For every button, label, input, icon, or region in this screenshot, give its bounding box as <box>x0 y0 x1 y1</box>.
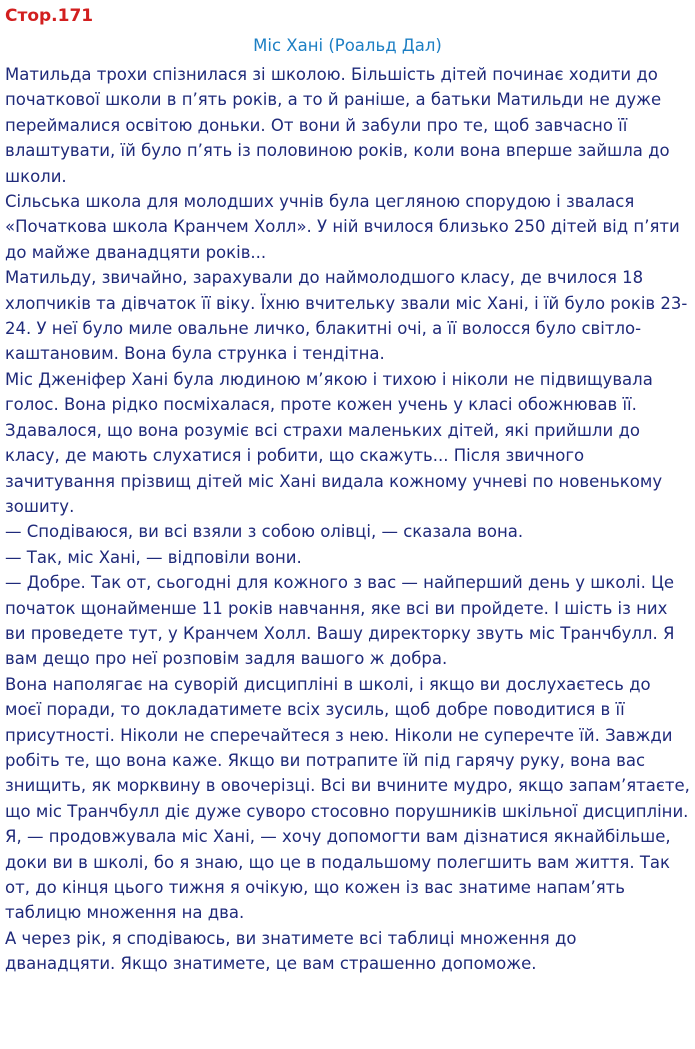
paragraph: Матильда трохи спізнилася зі школою. Більшість дітей починає ходити до початкової школи в п’ять років, а то й раніше, а батьки Матильди не дуже переймалися освітою доньки. От вони й забули про те, щоб завчасно її влаштувати, їй було п’ять із половиною років, коли вона вперше зайшла до школи. <box>5 65 670 186</box>
paragraph: Сільська школа для молодших учнів була цегляною спорудою і звалася «Початкова школа Кранчем Холл». У ній вчилося близько 250 дітей від п’яти до майже дванадцяти років... <box>5 192 680 262</box>
page-label: Стор.171 <box>5 6 94 26</box>
dialogue-line: — Так, міс Хані, — відповіли вони. <box>5 547 302 567</box>
paragraph: Вона наполягає на суворій дисципліні в школі, і якщо ви дослухаєтесь до моєї поради, то докладатимете всіх зусиль, щоб добре поводитися в її присутності. Ніколи не сперечайтеся з нею. Ніколи не суперечте їй. Завжди робіть те, що вона каже. Якщо ви потрапите їй під гарячу руку, вона вас знищить, як морквину в овочерізці. Всі ви вчините мудро, якщо запам’ятаєте, що міс Транчбулл діє дуже суворо стосовно порушників шкільної дисципліни. Я, — продовжувала міс Хані, — хочу допомогти вам дізнатися якнайбільше, доки ви в школі, бо я знаю, що це в подальшому полегшить вам життя. Так от, до кінця цього тижня я очікую, що кожен із вас знатиме напам’ять таблицю множення на два. <box>5 674 690 923</box>
story-text <box>5 62 691 977</box>
page-title: Міс Хані (Роальд Дал) <box>253 36 442 55</box>
paragraph: Матильду, звичайно, зарахували до наймолодшого класу, де вчилося 18 хлопчиків та дівчаток її віку. Їхню вчительку звали міс Хані, і їй було років 23-24. У неї було миле овальне личко, блакитні очі, а її волосся було світло-каштановим. Вона була струнка і тендітна. <box>5 268 688 364</box>
paragraph: А через рік, я сподіваюсь, ви знатимете всі таблиці множення до дванадцяти. Якщо знатимете, це вам страшенно допоможе. <box>5 928 577 974</box>
dialogue-line: — Добре. Так от, сьогодні для кожного з вас — найперший день у школі. Це початок щонайменше 11 років навчання, яке всі ви пройдете. І шість із них ви проведете тут, у Кранчем Холл. Вашу директорку звуть міс Транчбулл. Я вам дещо про неї розповім задля вашого ж добра. <box>5 573 675 669</box>
dialogue-line: — Сподіваюся, ви всі взяли з собою олівці, — сказала вона. <box>5 522 524 542</box>
paragraph: Міс Дженіфер Хані була людиною м’якою і тихою і ніколи не підвищувала голос. Вона рідко посміхалася, проте кожен учень у класі обожнював її. Здавалося, що вона розуміє всі страхи маленьких дітей, які прийшли до класу, де мають слухатися і робити, що скажуть... Після звичного зачитування прізвищ дітей міс Хані видала кожному учневі по новенькому зошиту. <box>5 369 663 516</box>
